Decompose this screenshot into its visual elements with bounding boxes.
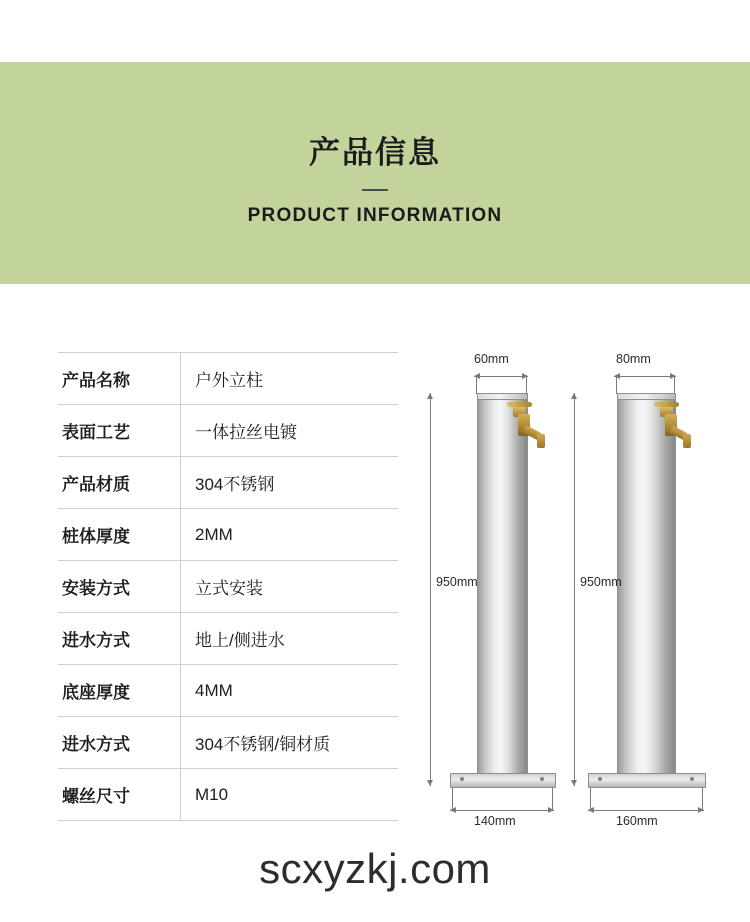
spec-value: 一体拉丝电镀 [181,405,399,457]
right-post-base [588,773,706,788]
page-title: 产品信息 [309,135,441,170]
spec-value: 4MM [181,665,399,717]
table-row [58,665,398,717]
left-height-label: 950mm [436,575,478,589]
spec-value: M10 [181,769,399,821]
left-top-tick-a [476,376,477,394]
left-top-tick-b [526,376,527,394]
spec-key: 表面工艺 [58,405,181,457]
left-height-dim-line [430,393,431,786]
right-height-arrow-up [571,393,577,399]
right-base-arrow-left [588,807,594,813]
right-base-bolt [598,777,602,781]
spec-value: 304不锈钢/铜材质 [181,717,399,769]
right-top-tick-a [616,376,617,394]
left-height-arrow-down [427,780,433,786]
right-post-shaft [617,399,676,776]
left-base-tick-b [552,788,553,810]
left-base-tick-a [452,788,453,810]
left-top-dim-arrow-right [522,373,528,379]
right-top-dim-line [614,376,676,377]
spec-value: 户外立柱 [181,353,399,405]
right-faucet-handle [654,402,679,407]
page-subtitle: PRODUCT INFORMATION [247,205,503,226]
spec-key: 底座厚度 [58,665,181,717]
right-height-arrow-down [571,780,577,786]
left-height-arrow-up [427,393,433,399]
table-row [58,457,398,509]
table-row [58,561,398,613]
watermark-text: scxyzkj.com [259,845,491,892]
left-top-dim-line [474,376,528,377]
left-top-dim-arrow-left [474,373,480,379]
header-banner [0,62,750,284]
right-base-tick-b [702,788,703,810]
table-row [58,509,398,561]
left-base-width-label: 140mm [474,814,516,828]
product-illustration [408,330,738,840]
table-row [58,405,398,457]
left-post-shaft [477,399,528,776]
right-height-label: 950mm [580,575,622,589]
spec-key: 产品名称 [58,353,181,405]
right-base-width-label: 160mm [616,814,658,828]
spec-value: 地上/侧进水 [181,613,399,665]
spec-key: 进水方式 [58,613,181,665]
left-base-dim-line [450,810,554,811]
right-top-tick-b [674,376,675,394]
right-base-dim-line [588,810,704,811]
right-height-dim-line [574,393,575,786]
left-base-bolt [460,777,464,781]
title-divider [362,189,388,191]
right-top-dim-arrow-left [614,373,620,379]
table-row [58,353,398,405]
table-row [58,613,398,665]
right-top-dim-arrow-right [670,373,676,379]
spec-key: 螺丝尺寸 [58,769,181,821]
left-base-arrow-left [450,807,456,813]
spec-value: 304不锈钢 [181,457,399,509]
right-base-bolt [690,777,694,781]
table-row [58,769,398,821]
right-base-tick-a [590,788,591,810]
spec-key: 进水方式 [58,717,181,769]
specification-table [58,352,398,821]
right-faucet-outlet [683,434,691,448]
spec-key: 安装方式 [58,561,181,613]
left-faucet-outlet [537,434,545,448]
spec-key: 桩体厚度 [58,509,181,561]
right-base-arrow-right [698,807,704,813]
left-faucet-handle [507,402,532,407]
right-top-width-label: 80mm [616,352,651,366]
left-top-width-label: 60mm [474,352,509,366]
spec-value: 2MM [181,509,399,561]
left-base-bolt [540,777,544,781]
left-base-arrow-right [548,807,554,813]
spec-value: 立式安装 [181,561,399,613]
table-row [58,717,398,769]
spec-key: 产品材质 [58,457,181,509]
